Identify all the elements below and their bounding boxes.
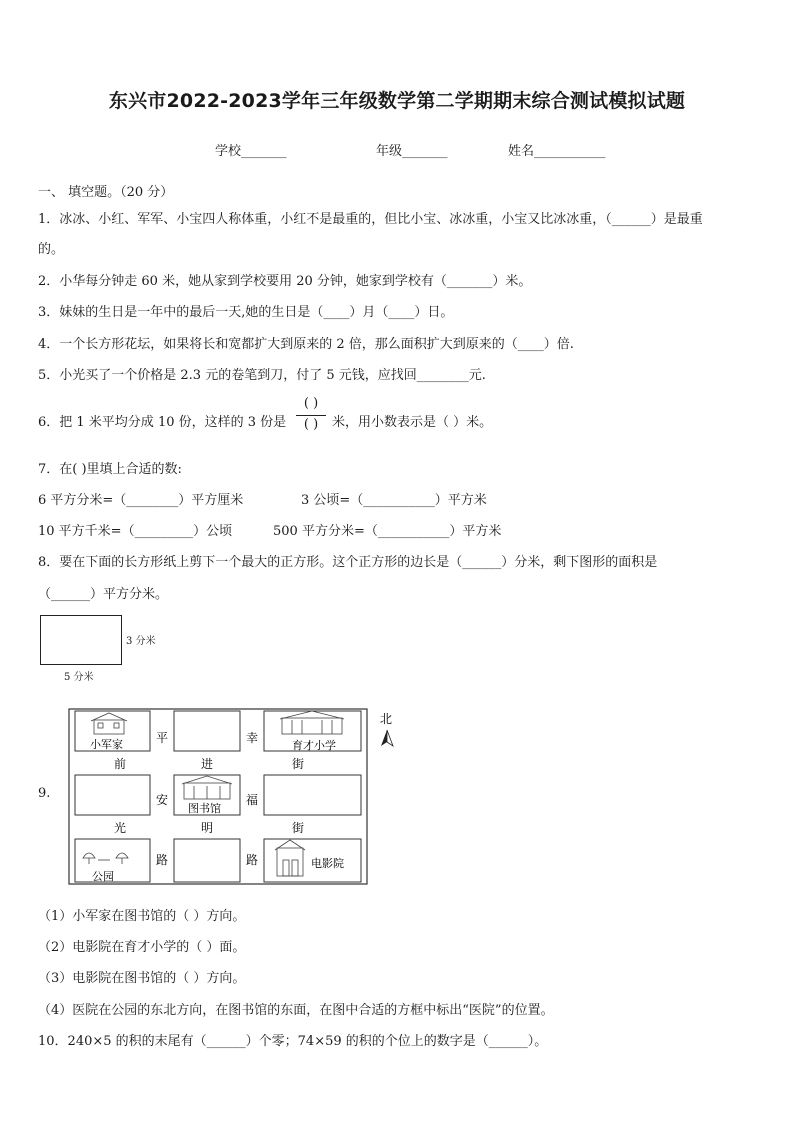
park-icon (83, 853, 128, 864)
fraction-bar (296, 415, 326, 416)
road-2-char-3: 路 (246, 853, 259, 867)
rectangle-figure (40, 615, 122, 665)
street-map (68, 708, 404, 888)
question-9-1: （1）小军家在图书馆的（ ）方向。 (38, 909, 246, 924)
question-9-3: （3）电影院在图书馆的（ ）方向。 (38, 971, 246, 986)
street-1-char-3: 街 (292, 757, 305, 771)
section-heading: 一、 填空题。（20 分） (38, 185, 174, 200)
question-1-line-2: 的。 (38, 242, 65, 257)
street-1-char-1: 前 (114, 757, 127, 771)
question-5: 5．小光买了一个价格是 2.3 元的卷笔到刀，付了 5 元钱，应找回________元. (38, 368, 486, 383)
rectangle-width-label: 5 分米 (64, 672, 94, 683)
fraction-denominator: ( ) (303, 417, 319, 432)
question-8-line-1: 8．要在下面的长方形纸上剪下一个最大的正方形。这个正方形的边长是（______）分米，剩下图形的面积是 (38, 555, 658, 570)
question-4: 4．一个长方形花坛，如果将长和宽都扩大到原来的 2 倍，那么面积扩大到原来的（____）倍. (38, 337, 574, 352)
road-2-char-1: 幸 (246, 731, 259, 745)
question-7-row-2-left: 10 平方千米=（_________）公顷 (38, 524, 233, 539)
label-xiaojunjia: 小军家 (90, 738, 123, 751)
road-1-char-2: 安 (156, 793, 169, 807)
fraction-blank (296, 396, 326, 435)
label-yucai: 育才小学 (292, 739, 336, 752)
label-library: 图书馆 (188, 802, 221, 815)
question-7-row-1-right: 3 公顷=（___________）平方米 (301, 493, 487, 508)
question-2: 2．小华每分钟走 60 米，她从家到学校要用 20 分钟，她家到学校有（_______）米。 (38, 274, 532, 289)
rectangle-height-label: 3 分米 (126, 636, 156, 647)
question-8-line-2: （______）平方分米。 (38, 587, 169, 602)
road-1-char-1: 平 (156, 731, 169, 745)
question-6-part-1: 6．把 1 米平均分成 10 份，这样的 3 份是 (38, 415, 287, 430)
question-3: 3．妹妹的生日是一年中的最后一天,她的生日是（____）月（____）日。 (38, 305, 454, 320)
street-2-char-2: 明 (201, 821, 214, 835)
north-label: 北 (380, 712, 393, 726)
map-box-middle-left (75, 775, 150, 815)
road-2-char-2: 福 (246, 793, 259, 807)
question-7: 7．在( )里填上合适的数: (38, 462, 182, 477)
question-9-2: （2）电影院在育才小学的（ ）面。 (38, 940, 246, 955)
question-7-row-2-right: 500 平方分米=（___________）平方米 (273, 524, 502, 539)
page-title: 东兴市2022-2023学年三年级数学第二学期期末综合测试模拟试题 (108, 90, 686, 112)
library-building-icon (182, 776, 232, 799)
map-box-top-middle (174, 711, 240, 751)
label-cinema: 电影院 (311, 857, 344, 870)
grade-field: 年级_______ (376, 144, 448, 159)
question-9-4: （4）医院在公园的东北方向，在图书馆的东面，在图中合适的方框中标出“医院”的位置。 (38, 1003, 554, 1018)
question-9-number: 9. (38, 786, 51, 801)
fraction-numerator: ( ) (303, 396, 319, 411)
map-box-middle-right (264, 775, 361, 815)
street-2-char-1: 光 (114, 821, 127, 835)
question-7-row-1-left: 6 平方分米=（________）平方厘米 (38, 493, 244, 508)
cinema-building-icon (275, 840, 305, 876)
street-2-char-3: 街 (292, 821, 305, 835)
label-park: 公园 (92, 870, 114, 883)
house-icon (91, 713, 127, 734)
question-6-part-2: 米，用小数表示是（ ）米。 (332, 415, 493, 430)
road-1-char-3: 路 (156, 853, 169, 867)
school-field: 学校_______ (215, 144, 287, 159)
street-1-char-2: 进 (201, 757, 214, 771)
question-1-line-1: 1．冰冰、小红、军军、小宝四人称体重，小红不是最重的，但比小宝、冰冰重，小宝又比冰冰重，（______）是最重 (38, 212, 703, 227)
map-box-bottom-middle (174, 839, 240, 882)
school-building-icon (280, 711, 344, 734)
name-field: 姓名___________ (508, 144, 606, 159)
north-arrow-icon (381, 730, 393, 746)
question-10: 10．240×5 的积的末尾有（______）个零；74×59 的积的个位上的数字是（______）。 (38, 1034, 548, 1049)
